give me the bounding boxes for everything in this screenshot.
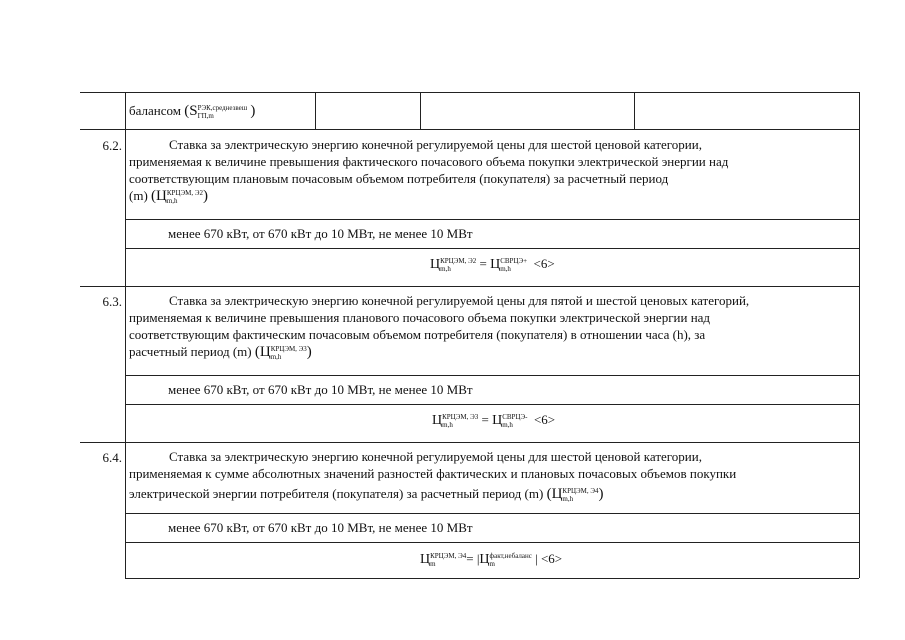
- top-row-symbol: (S: [184, 103, 198, 119]
- symbol-indices: [562, 487, 598, 503]
- formula-lhs-indices: [442, 413, 478, 429]
- row-divider: [80, 129, 859, 130]
- column-divider: [634, 92, 635, 129]
- row-text-line: применяемая к сумме абсолютных значений разностей фактических и плановых почасовых объемов покупки: [129, 466, 737, 481]
- formula: [420, 550, 562, 569]
- category-label: менее 670 кВт, от 670 кВт до 10 МВт, не менее 10 МВт: [168, 520, 473, 535]
- row-text-line: расчетный период (m): [129, 344, 252, 359]
- formula-equals: =: [479, 256, 487, 271]
- formula-rhs: Ц: [479, 552, 490, 567]
- formula: [432, 411, 555, 430]
- row-text-line: Ставка за электрическую энергию конечной регулируемой цены для шестой ценовой категории,: [169, 137, 702, 152]
- table-bottom-border: [125, 578, 859, 579]
- superscript: КРЦЭМ, Э4: [562, 487, 599, 496]
- subscript: m,h: [270, 353, 282, 362]
- formula-lhs: Ц: [430, 257, 441, 272]
- row-divider: [125, 542, 859, 543]
- subscript: m,h: [500, 265, 511, 274]
- subscript: m: [489, 560, 495, 569]
- row-number: 6.3.: [102, 294, 122, 309]
- tariff-symbol: (Ц: [151, 188, 167, 204]
- formula-rhs-indices: [500, 257, 527, 273]
- top-row-cell: [129, 102, 255, 120]
- row-divider: [125, 513, 859, 514]
- row-number: 6.2.: [102, 138, 122, 153]
- top-row-superscript: РЭК,среднезвеш: [197, 104, 248, 113]
- subscript: m,h: [166, 197, 178, 206]
- column-divider: [315, 92, 316, 129]
- absolute-bar-open: |: [476, 551, 480, 566]
- number-column-divider: [125, 92, 126, 578]
- subscript: m,h: [562, 495, 574, 504]
- superscript: факт,небаланс: [489, 552, 532, 561]
- superscript: КРЦЭМ, Э3: [442, 413, 479, 422]
- absolute-bar-close: |: [535, 551, 538, 566]
- row-text-line: электрической энергии потребителя (покупателя) за расчетный период (m): [129, 486, 544, 501]
- formula-equals: =: [481, 412, 489, 427]
- tariff-symbol-close: ): [306, 344, 312, 360]
- formula: [430, 255, 555, 274]
- subscript: m,h: [502, 421, 513, 430]
- symbol-indices: [167, 189, 203, 205]
- subscript: m: [430, 560, 436, 569]
- superscript: КРЦЭМ, Э4: [430, 552, 467, 561]
- formula-rhs: Ц: [492, 413, 503, 428]
- symbol-indices: [271, 345, 307, 361]
- formula-lhs: Ц: [432, 413, 443, 428]
- row-text-line: Ставка за электрическую энергию конечной регулируемой цены для шестой ценовой категории,: [169, 449, 702, 464]
- superscript: СВРЦЭ+: [500, 257, 528, 266]
- superscript: СВРЦЭ-: [502, 413, 528, 422]
- row-divider: [125, 219, 859, 220]
- row-divider: [80, 286, 859, 287]
- column-divider: [420, 92, 421, 129]
- superscript: КРЦЭМ, Э2: [440, 257, 477, 266]
- formula-reference: <6>: [540, 551, 563, 566]
- top-row-subscript: ГП,m: [197, 112, 214, 121]
- row-text-line: (m): [129, 188, 148, 203]
- superscript: КРЦЭМ, Э2: [166, 189, 203, 198]
- row-divider: [125, 404, 859, 405]
- subscript: m,h: [442, 421, 453, 430]
- superscript: КРЦЭМ, Э3: [270, 345, 307, 354]
- subscript: m,h: [440, 265, 451, 274]
- row-text-line: соответствующим плановым почасовым объемом потребителя (покупателя) за расчетный период: [129, 171, 669, 186]
- row-divider: [125, 375, 859, 376]
- tariff-symbol-close: ): [202, 188, 208, 204]
- formula-reference: <6>: [533, 412, 556, 427]
- category-label: менее 670 кВт, от 670 кВт до 10 МВт, не менее 10 МВт: [168, 382, 473, 397]
- table-right-border: [859, 92, 860, 578]
- formula-lhs-indices: [430, 552, 466, 568]
- formula-rhs-indices: [490, 552, 532, 568]
- table-top-border: [80, 92, 859, 93]
- formula-lhs-indices: [440, 257, 476, 273]
- category-label: менее 670 кВт, от 670 кВт до 10 МВт, не менее 10 МВт: [168, 226, 473, 241]
- formula-reference: <6>: [533, 256, 555, 271]
- formula-equals: =: [466, 551, 474, 566]
- row-description: [129, 448, 855, 503]
- formula-rhs: Ц: [490, 257, 501, 272]
- row-text-line: Ставка за электрическую энергию конечной регулируемой цены для пятой и шестой ценовых категорий,: [169, 293, 750, 308]
- row-divider: [125, 248, 859, 249]
- tariff-symbol-close: ): [598, 486, 604, 502]
- top-row-indices: [198, 104, 248, 120]
- formula-lhs: Ц: [420, 552, 431, 567]
- row-description: [129, 136, 855, 205]
- tariff-table: [80, 92, 859, 578]
- top-row-close: ): [250, 103, 256, 119]
- row-description: [129, 292, 855, 361]
- row-text-line: применяемая к величине превышения фактического почасового объема покупки электрической энергии над: [129, 154, 729, 169]
- row-number: 6.4.: [102, 450, 122, 465]
- tariff-symbol: (Ц: [254, 344, 271, 360]
- formula-rhs-indices: [502, 413, 527, 429]
- tariff-symbol: (Ц: [546, 486, 563, 502]
- row-divider: [80, 442, 859, 443]
- row-text-line: соответствующим фактическим почасовым объемом потребителя (покупателя) в отношении часа (h), за: [129, 327, 706, 342]
- top-row-prefix: балансом: [129, 103, 181, 118]
- row-text-line: применяемая к величине превышения планового почасового объема покупки электрической энергии над: [129, 310, 711, 325]
